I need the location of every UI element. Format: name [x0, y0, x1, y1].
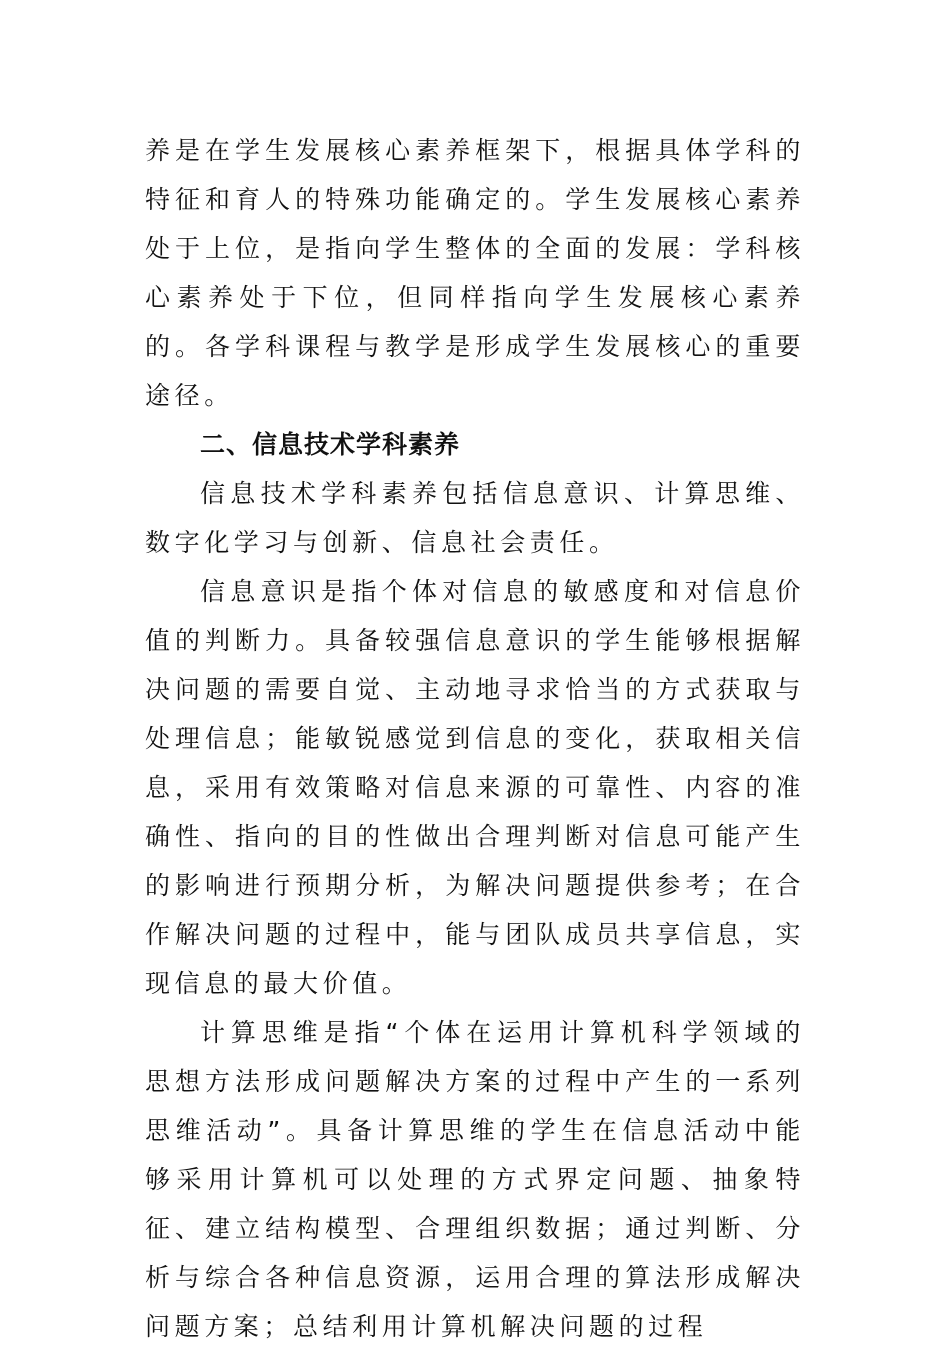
document-body [145, 126, 805, 1351]
section-heading: 二、信息技术学科素养 [200, 430, 461, 459]
paragraph-computational-thinking: 计算思维是指“个体在运用计算机科学领域的思想方法形成问题解决方案的过程中产生的一系列思维活动”。具备计算思维的学生在信息活动中能够采用计算机可以处理的方式界定问题、抽象特征、建立结构模型、合理组织数据；通过判断、分析与综合各种信息资源，运用合理的算法形成解决问题方案；总结利用计算机解决问题的过程 [145, 1018, 805, 1341]
paragraph-continuation: 养是在学生发展核心素养框架下，根据具体学科的特征和育人的特殊功能确定的。学生发展核心素养处于上位，是指向学生整体的全面的发展：学科核心素养处于下位，但同样指向学生发展核心素养的。各学科课程与教学是形成学生发展核心的重要途径。 [145, 136, 805, 410]
paragraph-information-awareness: 信息意识是指个体对信息的敏感度和对信息价值的判断力。具备较强信息意识的学生能够根据解决问题的需要自觉、主动地寻求恰当的方式获取与处理信息；能敏锐感觉到信息的变化，获取相关信息，采用有效策略对信息来源的可靠性、内容的准确性、指向的目的性做出合理判断对信息可能产生的影响进行预期分析，为解决问题提供参考；在合作解决问题的过程中，能与团队成员共享信息，实现信息的最大价值。 [145, 577, 805, 998]
paragraph-literacy-overview: 信息技术学科素养包括信息意识、计算思维、数字化学习与创新、信息社会责任。 [145, 479, 805, 557]
